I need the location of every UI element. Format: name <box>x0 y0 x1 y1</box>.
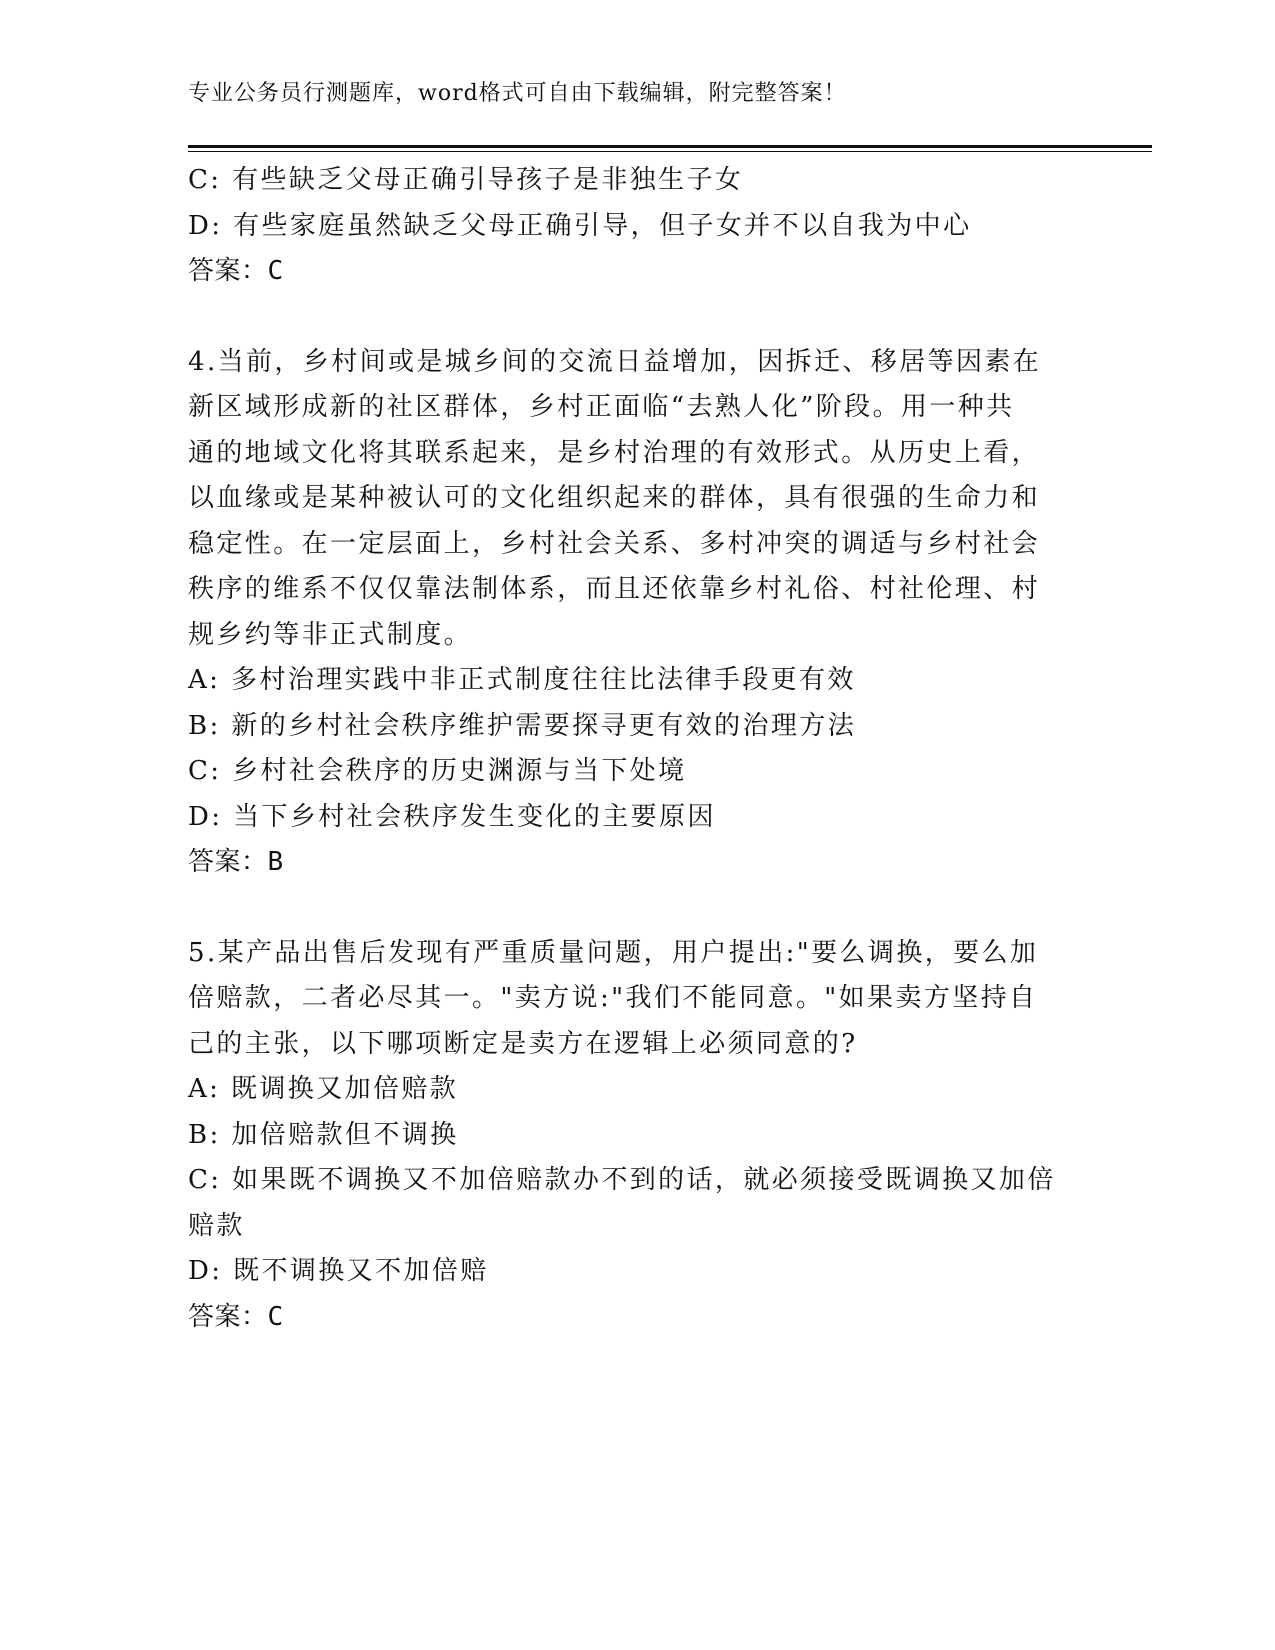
question-stem-line: 己的主张，以下哪项断定是卖方在逻辑上必须同意的? <box>188 1028 858 1059</box>
header-note: 专业公务员行测题库，word格式可自由下载编辑，附完整答案！ <box>188 81 847 106</box>
answer-line <box>188 249 1088 295</box>
question-stem-line: 新区域形成新的社区群体，乡村正面临“去熟人化”阶段。用一种共 <box>188 392 1015 422</box>
question-stem-line: 倍赔款，二者必尽其一。"卖方说:"我们不能同意。"如果卖方坚持自 <box>188 983 1038 1013</box>
question-stem-line: 稳定性。在一定层面上，乡村社会关系、多村冲突的调适与乡村社会 <box>188 528 1041 559</box>
header-rule-thin <box>188 151 1152 152</box>
option-c: C: 有些缺乏父母正确引导孩子是非独生子女 <box>188 165 744 195</box>
option-b: B: 新的乡村社会秩序维护需要探寻更有效的治理方法 <box>188 710 857 741</box>
spacer <box>188 886 1088 931</box>
question-stem-line: 以血缘或是某种被认可的文化组织起来的群体，具有很强的生命力和 <box>188 483 1041 513</box>
option-c-continued: 赔款 <box>188 1210 245 1241</box>
option-b: B: 加倍赔款但不调换 <box>188 1119 459 1150</box>
answer-label: 答案： <box>188 1301 268 1332</box>
option-a: A: 既调换又加倍赔款 <box>188 1074 459 1104</box>
spacer <box>188 295 1088 340</box>
question-4 <box>188 340 1088 886</box>
question-stem-line: 秩序的维系不仅仅靠法制体系，而且还依靠乡村礼俗、村社伦理、村 <box>188 574 1041 604</box>
document-body <box>188 158 1088 1340</box>
option-a: A: 多村治理实践中非正式制度往往比法律手段更有效 <box>188 665 856 695</box>
question-stem-line: 通的地域文化将其联系起来，是乡村治理的有效形式。从历史上看， <box>188 437 1041 468</box>
answer-line <box>188 1295 1088 1341</box>
question-3-tail <box>188 158 1088 295</box>
option-d: D: 当下乡村社会秩序发生变化的主要原因 <box>188 801 716 832</box>
question-5 <box>188 931 1088 1341</box>
question-stem-line: 5.某产品出售后发现有严重质量问题，用户提出:"要么调换，要么加 <box>188 937 1039 968</box>
answer-line <box>188 840 1088 886</box>
option-d: D: 有些家庭虽然缺乏父母正确引导，但子女并不以自我为中心 <box>188 210 972 241</box>
answer-value: B <box>267 847 284 877</box>
option-c: C: 如果既不调换又不加倍赔款办不到的话，就必须接受既调换又加倍 <box>188 1165 1056 1195</box>
answer-value: C <box>267 1301 284 1332</box>
answer-label: 答案： <box>188 256 268 286</box>
question-stem-line: 规乡约等非正式制度。 <box>188 619 473 650</box>
header-rule-thick <box>188 145 1152 148</box>
answer-label: 答案： <box>188 847 268 877</box>
question-stem-line: 4.当前，乡村间或是城乡间的交流日益增加，因拆迁、移居等因素在 <box>188 346 1042 377</box>
answer-value: C <box>267 256 284 286</box>
option-d: D: 既不调换又不加倍赔 <box>188 1256 489 1286</box>
option-c: C: 乡村社会秩序的历史渊源与当下处境 <box>188 756 687 786</box>
